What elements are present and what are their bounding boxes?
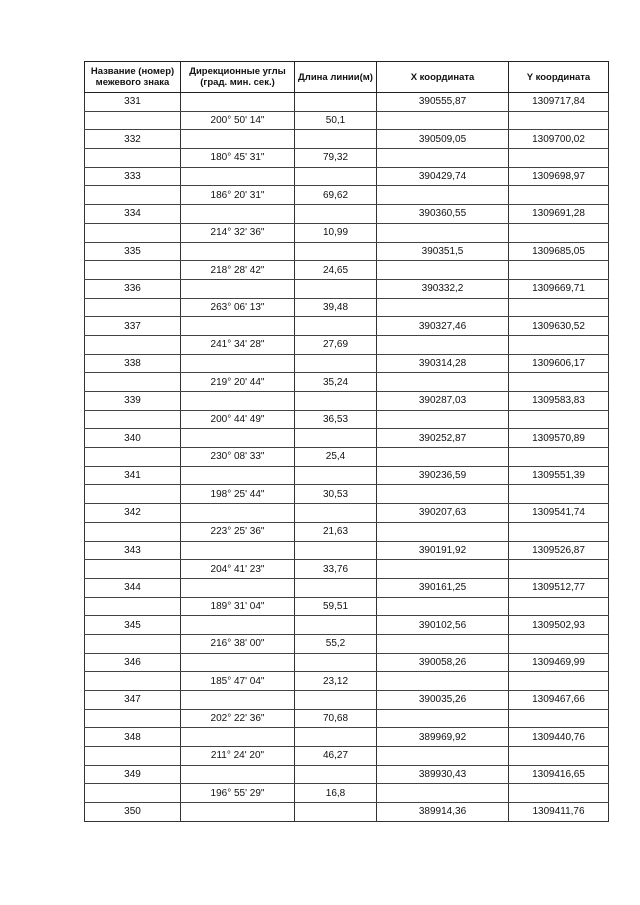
cell-x: 390035,26 [377, 691, 509, 710]
cell-angle: 186° 20' 31" [181, 186, 295, 205]
cell-x [377, 335, 509, 354]
cell-y [509, 634, 609, 653]
cell-name: 349 [85, 765, 181, 784]
table-row [85, 597, 609, 616]
cell-x [377, 522, 509, 541]
cell-length [295, 653, 377, 672]
cell-angle [181, 765, 295, 784]
cell-y [509, 597, 609, 616]
cell-y [509, 709, 609, 728]
cell-angle: 200° 44' 49" [181, 410, 295, 429]
cell-y: 1309440,76 [509, 728, 609, 747]
table-row [85, 111, 609, 130]
cell-angle: 218° 28' 42" [181, 261, 295, 280]
cell-name [85, 485, 181, 504]
cell-angle: 200° 50' 14" [181, 111, 295, 130]
cell-name [85, 672, 181, 691]
cell-length: 69,62 [295, 186, 377, 205]
cell-length [295, 691, 377, 710]
cell-name: 338 [85, 354, 181, 373]
cell-name: 331 [85, 93, 181, 112]
cell-y: 1309700,02 [509, 130, 609, 149]
cell-length [295, 578, 377, 597]
cell-y: 1309502,93 [509, 616, 609, 635]
cell-y: 1309570,89 [509, 429, 609, 448]
table-row [85, 728, 609, 747]
cell-length [295, 616, 377, 635]
cell-angle [181, 205, 295, 224]
cell-name [85, 410, 181, 429]
cell-angle [181, 728, 295, 747]
header-length: Длина линии(м) [295, 62, 377, 93]
table-row [85, 522, 609, 541]
cell-name: 343 [85, 541, 181, 560]
cell-length: 23,12 [295, 672, 377, 691]
cell-name: 346 [85, 653, 181, 672]
cell-x: 390102,56 [377, 616, 509, 635]
cell-angle [181, 167, 295, 186]
table-row [85, 261, 609, 280]
cell-angle: 223° 25' 36" [181, 522, 295, 541]
cell-angle [181, 803, 295, 822]
cell-name: 345 [85, 616, 181, 635]
cell-y [509, 485, 609, 504]
cell-y: 1309606,17 [509, 354, 609, 373]
cell-angle [181, 392, 295, 411]
cell-angle: 230° 08' 33" [181, 448, 295, 467]
cell-angle: 216° 38' 00" [181, 634, 295, 653]
cell-y: 1309669,71 [509, 279, 609, 298]
cell-x [377, 410, 509, 429]
cell-y: 1309583,83 [509, 392, 609, 411]
cell-y [509, 448, 609, 467]
table-row [85, 373, 609, 392]
cell-x [377, 261, 509, 280]
cell-length: 46,27 [295, 747, 377, 766]
cell-x [377, 149, 509, 168]
cell-angle: 196° 55' 29" [181, 784, 295, 803]
cell-length: 24,65 [295, 261, 377, 280]
cell-angle: 198° 25' 44" [181, 485, 295, 504]
cell-length: 59,51 [295, 597, 377, 616]
cell-angle [181, 429, 295, 448]
cell-x: 390236,59 [377, 466, 509, 485]
table-row [85, 466, 609, 485]
cell-x [377, 111, 509, 130]
cell-y [509, 784, 609, 803]
cell-x: 390555,87 [377, 93, 509, 112]
table-row [85, 298, 609, 317]
cell-length: 21,63 [295, 522, 377, 541]
cell-angle [181, 93, 295, 112]
cell-x [377, 709, 509, 728]
cell-y [509, 522, 609, 541]
cell-name: 332 [85, 130, 181, 149]
cell-angle [181, 616, 295, 635]
cell-angle [181, 541, 295, 560]
cell-name [85, 448, 181, 467]
cell-name: 340 [85, 429, 181, 448]
table-row [85, 765, 609, 784]
cell-angle: 185° 47' 04" [181, 672, 295, 691]
cell-angle: 263° 06' 13" [181, 298, 295, 317]
cell-x [377, 634, 509, 653]
cell-x [377, 186, 509, 205]
cell-y [509, 335, 609, 354]
cell-length [295, 392, 377, 411]
cell-name: 336 [85, 279, 181, 298]
cell-angle: 214° 32' 36" [181, 223, 295, 242]
cell-name: 339 [85, 392, 181, 411]
cell-x [377, 784, 509, 803]
cell-name [85, 709, 181, 728]
cell-y: 1309551,39 [509, 466, 609, 485]
cell-x [377, 672, 509, 691]
cell-x: 390287,03 [377, 392, 509, 411]
cell-y [509, 223, 609, 242]
cell-y: 1309416,65 [509, 765, 609, 784]
cell-x: 390429,74 [377, 167, 509, 186]
cell-x: 390191,92 [377, 541, 509, 560]
table-row [85, 335, 609, 354]
cell-y: 1309467,66 [509, 691, 609, 710]
cell-name: 333 [85, 167, 181, 186]
cell-x: 390252,87 [377, 429, 509, 448]
cell-y [509, 410, 609, 429]
table-row [85, 560, 609, 579]
cell-y [509, 672, 609, 691]
cell-x [377, 448, 509, 467]
header-angle: Дирекционные углы (град. мин. сек.) [181, 62, 295, 93]
cell-name [85, 747, 181, 766]
table-row [85, 578, 609, 597]
table-row [85, 317, 609, 336]
cell-name [85, 597, 181, 616]
table-row [85, 167, 609, 186]
table-row [85, 653, 609, 672]
cell-length [295, 317, 377, 336]
cell-name: 347 [85, 691, 181, 710]
cell-angle [181, 653, 295, 672]
cell-angle [181, 130, 295, 149]
cell-x: 390332,2 [377, 279, 509, 298]
cell-name [85, 335, 181, 354]
cell-length [295, 803, 377, 822]
header-x: X координата [377, 62, 509, 93]
cell-length [295, 765, 377, 784]
cell-name: 341 [85, 466, 181, 485]
cell-name: 350 [85, 803, 181, 822]
cell-y [509, 149, 609, 168]
cell-length: 79,32 [295, 149, 377, 168]
cell-length [295, 466, 377, 485]
cell-x: 389930,43 [377, 765, 509, 784]
cell-length [295, 429, 377, 448]
table-row [85, 747, 609, 766]
table-row [85, 616, 609, 635]
table-row [85, 672, 609, 691]
table-row [85, 504, 609, 523]
table-row [85, 485, 609, 504]
cell-angle [181, 317, 295, 336]
cell-y: 1309541,74 [509, 504, 609, 523]
cell-angle [181, 242, 295, 261]
header-y: Y координата [509, 62, 609, 93]
table-row [85, 279, 609, 298]
cell-y [509, 111, 609, 130]
cell-y: 1309469,99 [509, 653, 609, 672]
cell-name: 335 [85, 242, 181, 261]
cell-y [509, 298, 609, 317]
cell-x [377, 298, 509, 317]
cell-name [85, 560, 181, 579]
table-row [85, 541, 609, 560]
table-row [85, 410, 609, 429]
cell-length [295, 242, 377, 261]
cell-name [85, 634, 181, 653]
boundary-coordinates-table [84, 61, 609, 822]
cell-angle [181, 691, 295, 710]
cell-angle [181, 354, 295, 373]
cell-angle: 241° 34' 28" [181, 335, 295, 354]
cell-y: 1309691,28 [509, 205, 609, 224]
table-row [85, 784, 609, 803]
cell-x: 390161,25 [377, 578, 509, 597]
cell-angle: 219° 20' 44" [181, 373, 295, 392]
cell-x: 390314,28 [377, 354, 509, 373]
cell-length [295, 354, 377, 373]
cell-x: 389969,92 [377, 728, 509, 747]
table-row [85, 691, 609, 710]
cell-length: 25,4 [295, 448, 377, 467]
header-row [85, 62, 609, 93]
cell-angle: 211° 24' 20" [181, 747, 295, 766]
cell-name [85, 784, 181, 803]
cell-y: 1309685,05 [509, 242, 609, 261]
cell-x [377, 485, 509, 504]
cell-y [509, 560, 609, 579]
cell-y: 1309698,97 [509, 167, 609, 186]
cell-y: 1309717,84 [509, 93, 609, 112]
cell-x: 390058,26 [377, 653, 509, 672]
cell-y [509, 747, 609, 766]
cell-name [85, 373, 181, 392]
cell-length: 36,53 [295, 410, 377, 429]
cell-name: 348 [85, 728, 181, 747]
cell-name [85, 111, 181, 130]
cell-x [377, 560, 509, 579]
cell-name: 334 [85, 205, 181, 224]
table-row [85, 634, 609, 653]
cell-name: 344 [85, 578, 181, 597]
cell-x: 390351,5 [377, 242, 509, 261]
cell-angle [181, 466, 295, 485]
cell-length [295, 504, 377, 523]
table-row [85, 392, 609, 411]
cell-angle [181, 279, 295, 298]
cell-x: 390509,05 [377, 130, 509, 149]
table-row [85, 149, 609, 168]
cell-x [377, 223, 509, 242]
cell-angle: 180° 45' 31" [181, 149, 295, 168]
cell-length: 55,2 [295, 634, 377, 653]
cell-y: 1309630,52 [509, 317, 609, 336]
cell-name: 342 [85, 504, 181, 523]
cell-y: 1309526,87 [509, 541, 609, 560]
cell-length: 10,99 [295, 223, 377, 242]
cell-length: 33,76 [295, 560, 377, 579]
cell-x: 389914,36 [377, 803, 509, 822]
table-header [85, 62, 609, 93]
table-row [85, 223, 609, 242]
cell-x: 390207,63 [377, 504, 509, 523]
cell-length: 39,48 [295, 298, 377, 317]
table-row [85, 93, 609, 112]
cell-name [85, 261, 181, 280]
table-row [85, 429, 609, 448]
cell-angle: 202° 22' 36" [181, 709, 295, 728]
table-row [85, 242, 609, 261]
table-row [85, 709, 609, 728]
table-row [85, 186, 609, 205]
cell-length: 27,69 [295, 335, 377, 354]
cell-length: 16,8 [295, 784, 377, 803]
cell-y [509, 261, 609, 280]
table-body [85, 93, 609, 822]
cell-angle [181, 578, 295, 597]
cell-y [509, 373, 609, 392]
cell-name [85, 223, 181, 242]
cell-length: 30,53 [295, 485, 377, 504]
cell-x [377, 747, 509, 766]
cell-length [295, 279, 377, 298]
cell-y [509, 186, 609, 205]
cell-x [377, 597, 509, 616]
table-row [85, 354, 609, 373]
cell-length [295, 93, 377, 112]
cell-y: 1309411,76 [509, 803, 609, 822]
cell-name: 337 [85, 317, 181, 336]
cell-angle: 189° 31' 04" [181, 597, 295, 616]
cell-length [295, 728, 377, 747]
cell-name [85, 522, 181, 541]
cell-length: 50,1 [295, 111, 377, 130]
cell-name [85, 298, 181, 317]
cell-x: 390360,55 [377, 205, 509, 224]
cell-name [85, 149, 181, 168]
table-row [85, 803, 609, 822]
cell-length: 70,68 [295, 709, 377, 728]
cell-length: 35,24 [295, 373, 377, 392]
cell-length [295, 167, 377, 186]
cell-name [85, 186, 181, 205]
cell-x [377, 373, 509, 392]
cell-angle: 204° 41' 23" [181, 560, 295, 579]
table-row [85, 130, 609, 149]
cell-length [295, 541, 377, 560]
cell-length [295, 205, 377, 224]
table-row [85, 448, 609, 467]
cell-x: 390327,46 [377, 317, 509, 336]
header-name: Название (номер) межевого знака [85, 62, 181, 93]
cell-length [295, 130, 377, 149]
cell-y: 1309512,77 [509, 578, 609, 597]
table-row [85, 205, 609, 224]
cell-angle [181, 504, 295, 523]
